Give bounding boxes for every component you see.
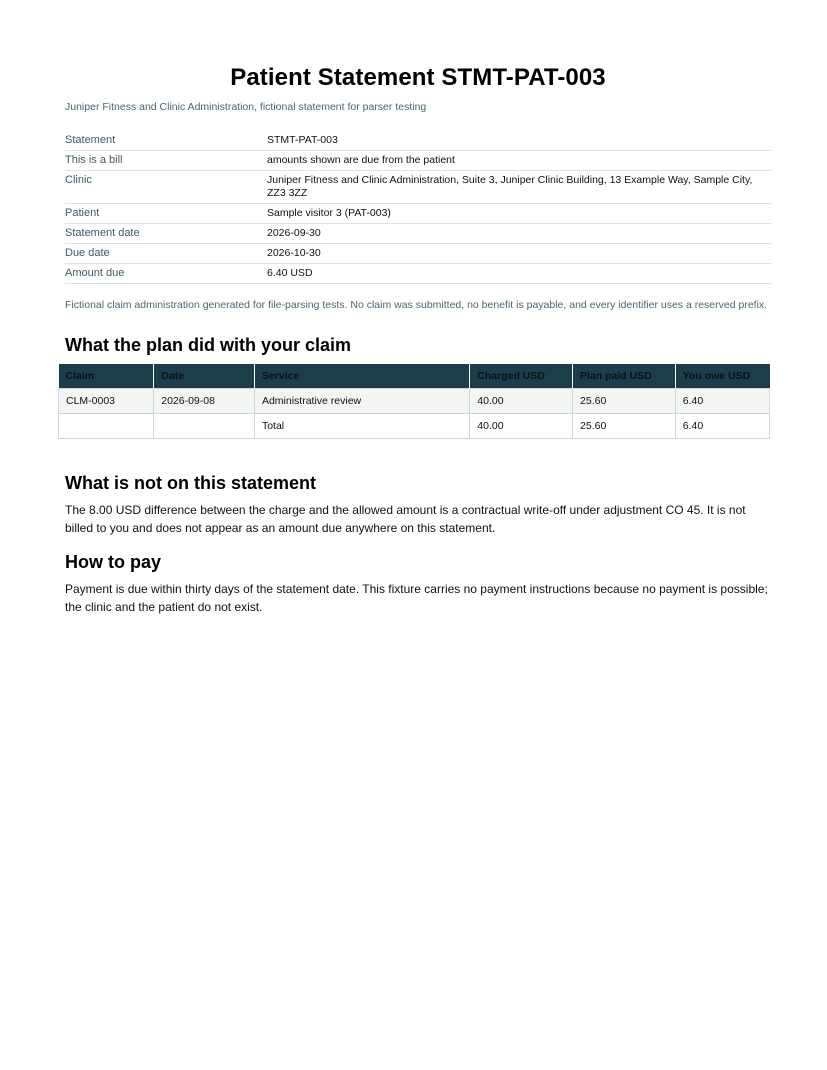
column-header: Plan paid USD — [573, 364, 676, 389]
detail-row — [65, 244, 771, 264]
detail-value: Juniper Fitness and Clinic Administration, Suite 3, Juniper Clinic Building, 13 Example Way, Sample City, ZZ3 3ZZ — [267, 171, 771, 204]
detail-label: This is a bill — [65, 151, 267, 171]
detail-label: Statement date — [65, 224, 267, 244]
detail-label: Statement — [65, 131, 267, 151]
page-title: Patient Statement STMT-PAT-003 — [230, 64, 606, 91]
column-header: Claim — [59, 364, 154, 389]
page-subtitle: Juniper Fitness and Clinic Administration, fictional statement for parser testing — [65, 101, 427, 113]
detail-label: Patient — [65, 204, 267, 224]
table-cell: 25.60 — [573, 389, 676, 414]
detail-value: Sample visitor 3 (PAT-003) — [267, 204, 771, 224]
detail-value: 2026-10-30 — [267, 244, 771, 264]
table-cell — [59, 414, 154, 439]
table-cell: 2026-09-08 — [154, 389, 255, 414]
column-header: You owe USD — [675, 364, 769, 389]
detail-value: 2026-09-30 — [267, 224, 771, 244]
detail-row — [65, 224, 771, 244]
detail-label: Amount due — [65, 264, 267, 284]
table-cell: 6.40 — [675, 389, 769, 414]
not-on-statement-text: The 8.00 USD difference between the charge and the allowed amount is a contractual write-off under adjustment CO 45. It is not billed to you and does not appear as an amount due anywhere on this statement. — [65, 503, 746, 535]
detail-value: STMT-PAT-003 — [267, 131, 771, 151]
claims-table — [58, 364, 770, 439]
table-cell: Administrative review — [254, 389, 469, 414]
column-header: Charged USD — [470, 364, 573, 389]
table-row — [59, 389, 770, 414]
detail-value: amounts shown are due from the patient — [267, 151, 771, 171]
detail-row — [65, 151, 771, 171]
table-cell — [154, 414, 255, 439]
detail-label: Due date — [65, 244, 267, 264]
detail-value: 6.40 USD — [267, 264, 771, 284]
detail-row — [65, 204, 771, 224]
table-cell: 6.40 — [675, 414, 769, 439]
table-cell: 25.60 — [573, 414, 676, 439]
claims-header-row — [59, 364, 770, 389]
total-row — [59, 414, 770, 439]
plan-section-heading: What the plan did with your claim — [65, 335, 352, 355]
detail-row — [65, 131, 771, 151]
table-cell: CLM-0003 — [59, 389, 154, 414]
column-header: Service — [254, 364, 469, 389]
detail-row — [65, 171, 771, 204]
column-header: Date — [154, 364, 255, 389]
not-on-statement-heading: What is not on this statement — [65, 473, 317, 493]
detail-label: Clinic — [65, 171, 267, 204]
table-cell: Total — [254, 414, 469, 439]
detail-row — [65, 264, 771, 284]
how-to-pay-heading: How to pay — [65, 552, 162, 572]
table-cell: 40.00 — [470, 389, 573, 414]
statement-details-table — [65, 131, 771, 284]
statement-page — [65, 62, 771, 616]
how-to-pay-text: Payment is due within thirty days of the statement date. This fixture carries no payment instructions because no payment is possible; the clinic and the patient do not exist. — [65, 582, 768, 614]
fictional-note: Fictional claim administration generated for file-parsing tests. No claim was submitted, no benefit is payable, and every identifier uses a reserved prefix. — [65, 299, 768, 311]
table-cell: 40.00 — [470, 414, 573, 439]
